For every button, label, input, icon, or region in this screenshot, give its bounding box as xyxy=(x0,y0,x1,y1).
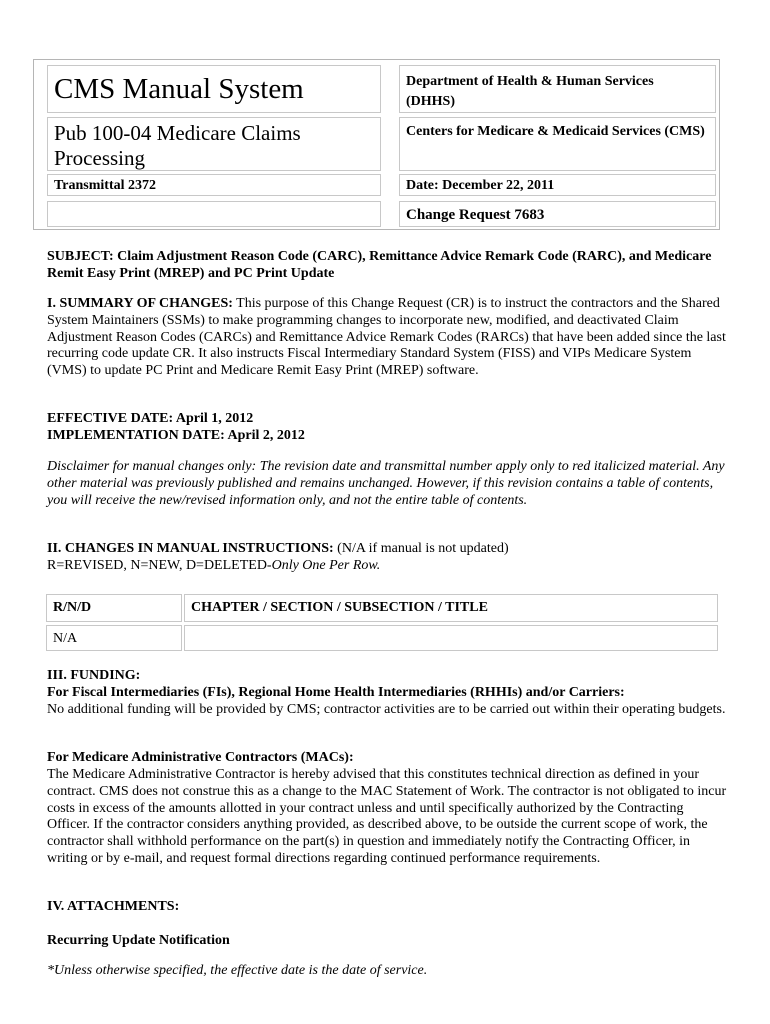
manual-changes-heading-line xyxy=(47,541,727,558)
manual-changes-legend-italic: Only One Per Row. xyxy=(271,558,381,573)
funding-heading: III. FUNDING: xyxy=(47,668,141,683)
change-request-number: Change Request 7683 xyxy=(406,207,545,223)
summary-heading: I. SUMMARY OF CHANGES: xyxy=(47,296,233,311)
manual-changes-legend-line xyxy=(47,558,727,575)
effective-date: EFFECTIVE DATE: April 1, 2012 xyxy=(47,411,254,426)
manual-changes-heading: II. CHANGES IN MANUAL INSTRUCTIONS: xyxy=(47,541,334,556)
subject-line: SUBJECT: Claim Adjustment Reason Code (CARC), Remittance Advice Remark Code (RARC), and Medicare Remit Easy Print (MREP) and PC Print Update xyxy=(47,249,712,281)
summary-paragraph xyxy=(47,296,727,380)
attachments-heading: IV. ATTACHMENTS: xyxy=(47,899,180,914)
empty-cell xyxy=(47,201,381,227)
summary-text: This purpose of this Change Request (CR) is to instruct the contractors and the Shared System Maintainers (SSMs) to make programming changes to incorporate new, modified, and deactivated Claim Adjustment Reason Codes (CARCs) and Remittance Advice Remark Codes (RARCs) that have been added since the last recurring code update CR. It also instructs Fiscal Intermediary Standard System (FISS) and VIPs Medicare System (VMS) to update PC Print and Medicare Remit Easy Print (MREP) software. xyxy=(47,296,726,379)
manual-title: CMS Manual System xyxy=(54,73,304,105)
attachments-note: *Unless otherwise specified, the effective date is the date of service. xyxy=(47,963,428,978)
transmittal-number: Transmittal 2372 xyxy=(54,178,157,193)
funding-mac-heading: For Medicare Administrative Contractors (MACs): xyxy=(47,750,354,765)
transmittal-cell xyxy=(47,174,381,196)
date-cell xyxy=(399,174,716,196)
attachment-item: Recurring Update Notification xyxy=(47,933,230,948)
funding-fi-text: No additional funding will be provided by CMS; contractor activities are to be carried out within their operating budgets. xyxy=(47,702,726,717)
implementation-date: IMPLEMENTATION DATE: April 2, 2012 xyxy=(47,428,305,443)
disclaimer: Disclaimer for manual changes only: The revision date and transmittal number apply only to red italicized material. Any other material was previously published and remains unchanged. However, if this revision contains a table of contents, you will receive the new/revised information only, and not the entire table of contents. xyxy=(47,459,725,508)
centers-name: Centers for Medicare & Medicaid Services (CMS) xyxy=(406,124,705,139)
issue-date: Date: December 22, 2011 xyxy=(406,178,555,193)
manual-changes-legend: R=REVISED, N=NEW, D=DELETED- xyxy=(47,558,272,573)
funding-fi-heading: For Fiscal Intermediaries (FIs), Regional Home Health Intermediaries (RHHIs) and/or Carriers: xyxy=(47,685,625,700)
centers-cell xyxy=(399,117,716,171)
pub-title: Pub 100-04 Medicare Claims Processing xyxy=(54,121,301,170)
manual-title-cell xyxy=(47,65,381,113)
manual-changes-table xyxy=(46,592,720,654)
pub-title-cell xyxy=(47,117,381,171)
department-cell xyxy=(399,65,716,113)
header-table xyxy=(33,59,720,230)
funding-mac-text: The Medicare Administrative Contractor is hereby advised that this constitutes technical direction as defined in your contract. CMS does not construe this as a change to the MAC Statement of Work. The contractor is not obligated to incur costs in excess of the amounts allotted in your contract unless and until specifically authorized by the Contracting Officer. If the contractor considers anything provided, as described above, to be outside the current scope of work, the contractor shall withhold performance on the part(s) in question and immediately notify the Contracting Officer, in writing or by e-mail, and request formal directions regarding continued performance requirements. xyxy=(47,767,727,866)
table-header-rnd: R/N/D xyxy=(46,594,182,622)
manual-changes-note: (N/A if manual is not updated) xyxy=(333,541,509,556)
department-name: Department of Health & Human Services (DHHS) xyxy=(406,74,654,109)
change-request-cell xyxy=(399,201,716,227)
table-cell-chapter xyxy=(184,625,718,651)
table-cell-rnd: N/A xyxy=(46,625,182,651)
table-header-chapter: CHAPTER / SECTION / SUBSECTION / TITLE xyxy=(184,594,718,622)
